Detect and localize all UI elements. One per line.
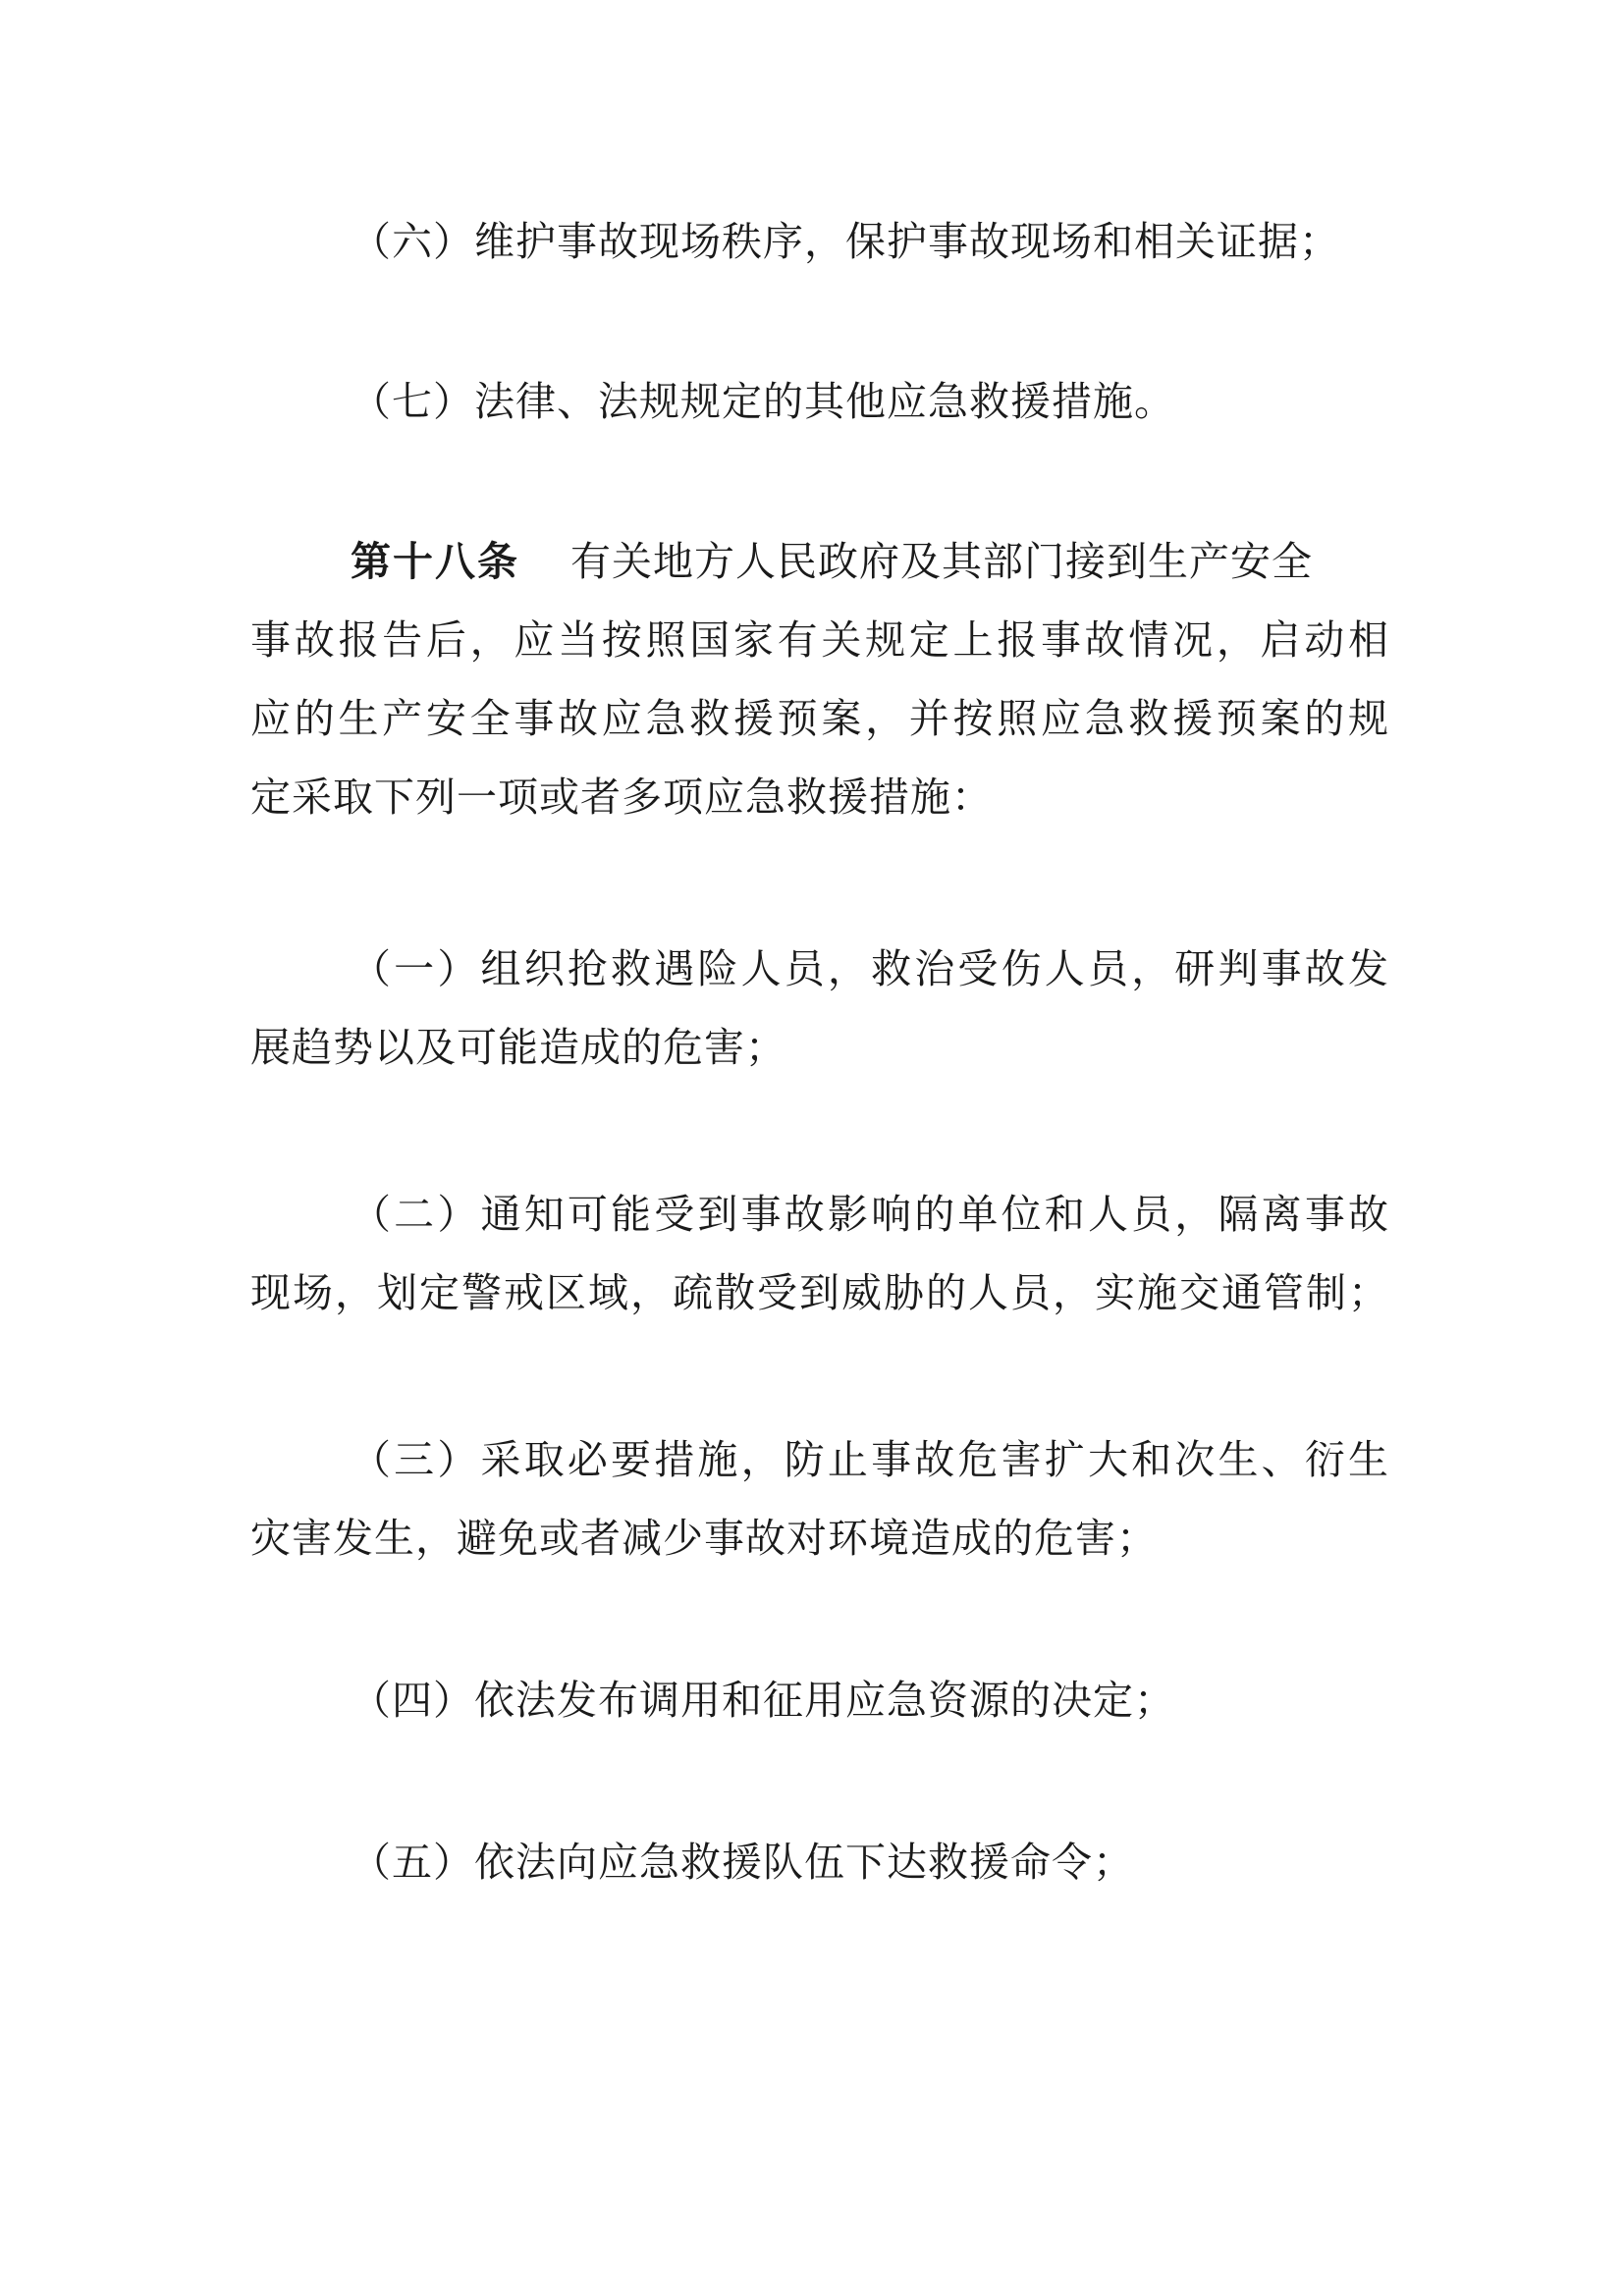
measure-3-line-1: （三）采取必要措施，防止事故危害扩大和次生、衍生 bbox=[351, 1436, 1389, 1483]
article-18-text-3: 应的生产安全事故应急救援预案，并按照应急救援预案的规 bbox=[250, 695, 1389, 742]
measure-5-line-1: （五）依法向应急救援队伍下达救援命令； bbox=[351, 1839, 1134, 1886]
measure-2-line-1: （二）通知可能受到事故影响的单位和人员，隔离事故 bbox=[351, 1191, 1389, 1238]
measure-4-line-1: （四）依法发布调用和征用应急资源的决定； bbox=[351, 1677, 1175, 1724]
article-18-first-line bbox=[351, 538, 1389, 585]
article-18-heading: 第十八条 bbox=[351, 538, 519, 585]
measure-1-line-2: 展趋势以及可能造成的危害； bbox=[250, 1024, 786, 1071]
article-18-text-4: 定采取下列一项或者多项应急救援措施： bbox=[250, 774, 993, 821]
article-18-text-1: 有关地方人民政府及其部门接到生产安全 bbox=[570, 538, 1313, 585]
measure-2-line-2: 现场，划定警戒区域，疏散受到威胁的人员，实施交通管制； bbox=[250, 1269, 1389, 1316]
article-18-text-2: 事故报告后，应当按照国家有关规定上报事故情况，启动相 bbox=[250, 616, 1389, 664]
measure-3-line-2: 灾害发生，避免或者减少事故对环境造成的危害； bbox=[250, 1515, 1158, 1562]
measure-1-line-1: （一）组织抢救遇险人员，救治受伤人员，研判事故发 bbox=[351, 945, 1389, 992]
item-6-text: （六）维护事故现场秩序，保护事故现场和相关证据； bbox=[351, 218, 1340, 265]
item-7-text: （七）法律、法规规定的其他应急救援措施。 bbox=[351, 378, 1175, 425]
